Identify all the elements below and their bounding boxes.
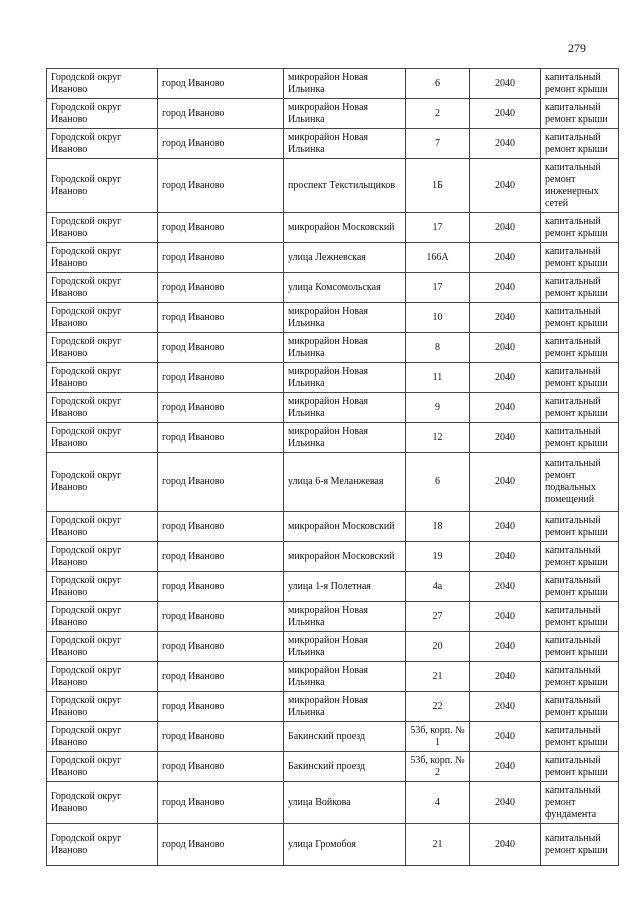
street-cell: микрорайон Новая Ильинка (284, 602, 406, 632)
house-cell: 19 (406, 542, 470, 572)
year-cell: 2040 (470, 752, 541, 782)
district-cell: Городской округ Иваново (47, 824, 158, 866)
district-cell: Городской округ Иваново (47, 159, 158, 213)
city-cell: город Иваново (158, 423, 284, 453)
work-type-cell: капитальный ремонт крыши (541, 273, 619, 303)
district-cell: Городской округ Иваново (47, 129, 158, 159)
work-type-cell: капитальный ремонт крыши (541, 572, 619, 602)
work-type-cell: капитальный ремонт крыши (541, 69, 619, 99)
district-cell: Городской округ Иваново (47, 363, 158, 393)
table-row (47, 632, 619, 662)
district-cell: Городской округ Иваново (47, 662, 158, 692)
house-cell: 11 (406, 363, 470, 393)
work-type-cell: капитальный ремонт крыши (541, 333, 619, 363)
table-row (47, 333, 619, 363)
district-cell: Городской округ Иваново (47, 542, 158, 572)
street-cell: микрорайон Новая Ильинка (284, 99, 406, 129)
district-cell: Городской округ Иваново (47, 69, 158, 99)
work-type-cell: капитальный ремонт крыши (541, 393, 619, 423)
city-cell: город Иваново (158, 159, 284, 213)
city-cell: город Иваново (158, 393, 284, 423)
year-cell: 2040 (470, 393, 541, 423)
year-cell: 2040 (470, 243, 541, 273)
year-cell: 2040 (470, 782, 541, 824)
city-cell: город Иваново (158, 99, 284, 129)
district-cell: Городской округ Иваново (47, 99, 158, 129)
work-type-cell: капитальный ремонт крыши (541, 722, 619, 752)
table-row (47, 423, 619, 453)
work-type-cell: капитальный ремонт крыши (541, 602, 619, 632)
work-type-cell: капитальный ремонт крыши (541, 824, 619, 866)
city-cell: город Иваново (158, 273, 284, 303)
table-row (47, 662, 619, 692)
table-row (47, 213, 619, 243)
work-type-cell: капитальный ремонт крыши (541, 363, 619, 393)
city-cell: город Иваново (158, 453, 284, 512)
work-type-cell: капитальный ремонт крыши (541, 632, 619, 662)
work-type-cell: капитальный ремонт фундамента (541, 782, 619, 824)
house-cell: 18 (406, 512, 470, 542)
year-cell: 2040 (470, 363, 541, 393)
house-cell: 7 (406, 129, 470, 159)
house-cell: 53б, корп. № 2 (406, 752, 470, 782)
house-cell: 9 (406, 393, 470, 423)
work-type-cell: капитальный ремонт крыши (541, 213, 619, 243)
district-cell: Городской округ Иваново (47, 512, 158, 542)
street-cell: улица Громобоя (284, 824, 406, 866)
city-cell: город Иваново (158, 824, 284, 866)
year-cell: 2040 (470, 542, 541, 572)
year-cell: 2040 (470, 632, 541, 662)
table-row (47, 692, 619, 722)
year-cell: 2040 (470, 333, 541, 363)
table-row (47, 159, 619, 213)
year-cell: 2040 (470, 69, 541, 99)
house-cell: 27 (406, 602, 470, 632)
table-row (47, 824, 619, 866)
house-cell: 2 (406, 99, 470, 129)
table-row (47, 602, 619, 632)
street-cell: микрорайон Московский (284, 213, 406, 243)
street-cell: микрорайон Новая Ильинка (284, 303, 406, 333)
house-cell: 17 (406, 273, 470, 303)
house-cell: 6 (406, 453, 470, 512)
street-cell: улица 1-я Полетная (284, 572, 406, 602)
street-cell: улица Войкова (284, 782, 406, 824)
house-cell: 166А (406, 243, 470, 273)
city-cell: город Иваново (158, 363, 284, 393)
work-type-cell: капитальный ремонт крыши (541, 303, 619, 333)
house-cell: 17 (406, 213, 470, 243)
district-cell: Городской округ Иваново (47, 632, 158, 662)
work-type-cell: капитальный ремонт подвальных помещений (541, 453, 619, 512)
work-type-cell: капитальный ремонт крыши (541, 692, 619, 722)
house-cell: 22 (406, 692, 470, 722)
city-cell: город Иваново (158, 69, 284, 99)
house-cell: 10 (406, 303, 470, 333)
work-type-cell: капитальный ремонт крыши (541, 99, 619, 129)
table-row (47, 303, 619, 333)
year-cell: 2040 (470, 512, 541, 542)
street-cell: микрорайон Новая Ильинка (284, 692, 406, 722)
work-type-cell: капитальный ремонт крыши (541, 512, 619, 542)
house-cell: 4а (406, 572, 470, 602)
year-cell: 2040 (470, 572, 541, 602)
year-cell: 2040 (470, 159, 541, 213)
city-cell: город Иваново (158, 572, 284, 602)
year-cell: 2040 (470, 692, 541, 722)
table-row (47, 363, 619, 393)
table-row (47, 722, 619, 752)
house-cell: 20 (406, 632, 470, 662)
table-row (47, 69, 619, 99)
city-cell: город Иваново (158, 303, 284, 333)
table-row (47, 782, 619, 824)
year-cell: 2040 (470, 602, 541, 632)
street-cell: проспект Текстильщиков (284, 159, 406, 213)
street-cell: улица Лежневская (284, 243, 406, 273)
district-cell: Городской округ Иваново (47, 243, 158, 273)
city-cell: город Иваново (158, 243, 284, 273)
work-type-cell: капитальный ремонт крыши (541, 662, 619, 692)
city-cell: город Иваново (158, 512, 284, 542)
street-cell: микрорайон Новая Ильинка (284, 632, 406, 662)
district-cell: Городской округ Иваново (47, 273, 158, 303)
street-cell: микрорайон Московский (284, 542, 406, 572)
house-cell: 21 (406, 824, 470, 866)
street-cell: микрорайон Новая Ильинка (284, 662, 406, 692)
table-row (47, 99, 619, 129)
street-cell: микрорайон Новая Ильинка (284, 393, 406, 423)
table-row (47, 752, 619, 782)
house-cell: 1Б (406, 159, 470, 213)
year-cell: 2040 (470, 722, 541, 752)
page-number: 279 (568, 41, 586, 55)
housing-repair-table (46, 68, 619, 866)
city-cell: город Иваново (158, 333, 284, 363)
house-cell: 8 (406, 333, 470, 363)
city-cell: город Иваново (158, 722, 284, 752)
city-cell: город Иваново (158, 129, 284, 159)
year-cell: 2040 (470, 273, 541, 303)
city-cell: город Иваново (158, 782, 284, 824)
table-row (47, 273, 619, 303)
table-row (47, 572, 619, 602)
table-row (47, 129, 619, 159)
year-cell: 2040 (470, 99, 541, 129)
district-cell: Городской округ Иваново (47, 782, 158, 824)
city-cell: город Иваново (158, 662, 284, 692)
street-cell: микрорайон Новая Ильинка (284, 363, 406, 393)
house-cell: 21 (406, 662, 470, 692)
city-cell: город Иваново (158, 632, 284, 662)
table-row (47, 542, 619, 572)
street-cell: микрорайон Новая Ильинка (284, 333, 406, 363)
work-type-cell: капитальный ремонт крыши (541, 423, 619, 453)
house-cell: 4 (406, 782, 470, 824)
table-row (47, 243, 619, 273)
work-type-cell: капитальный ремонт крыши (541, 752, 619, 782)
year-cell: 2040 (470, 213, 541, 243)
city-cell: город Иваново (158, 542, 284, 572)
work-type-cell: капитальный ремонт инженерных сетей (541, 159, 619, 213)
district-cell: Городской округ Иваново (47, 692, 158, 722)
house-cell: 12 (406, 423, 470, 453)
work-type-cell: капитальный ремонт крыши (541, 129, 619, 159)
year-cell: 2040 (470, 423, 541, 453)
city-cell: город Иваново (158, 692, 284, 722)
house-cell: 6 (406, 69, 470, 99)
district-cell: Городской округ Иваново (47, 393, 158, 423)
district-cell: Городской округ Иваново (47, 303, 158, 333)
city-cell: город Иваново (158, 602, 284, 632)
work-type-cell: капитальный ремонт крыши (541, 542, 619, 572)
district-cell: Городской округ Иваново (47, 453, 158, 512)
district-cell: Городской округ Иваново (47, 722, 158, 752)
street-cell: улица 6-я Меланжевая (284, 453, 406, 512)
year-cell: 2040 (470, 453, 541, 512)
table-row (47, 512, 619, 542)
street-cell: микрорайон Новая Ильинка (284, 129, 406, 159)
street-cell: Бакинский проезд (284, 752, 406, 782)
table-row (47, 393, 619, 423)
district-cell: Городской округ Иваново (47, 752, 158, 782)
year-cell: 2040 (470, 303, 541, 333)
district-cell: Городской округ Иваново (47, 423, 158, 453)
district-cell: Городской округ Иваново (47, 572, 158, 602)
street-cell: микрорайон Московский (284, 512, 406, 542)
street-cell: улица Комсомольская (284, 273, 406, 303)
year-cell: 2040 (470, 129, 541, 159)
street-cell: Бакинский проезд (284, 722, 406, 752)
street-cell: микрорайон Новая Ильинка (284, 69, 406, 99)
district-cell: Городской округ Иваново (47, 333, 158, 363)
table-row (47, 453, 619, 512)
street-cell: микрорайон Новая Ильинка (284, 423, 406, 453)
district-cell: Городской округ Иваново (47, 213, 158, 243)
city-cell: город Иваново (158, 752, 284, 782)
work-type-cell: капитальный ремонт крыши (541, 243, 619, 273)
city-cell: город Иваново (158, 213, 284, 243)
district-cell: Городской округ Иваново (47, 602, 158, 632)
house-cell: 53б, корп. № 1 (406, 722, 470, 752)
year-cell: 2040 (470, 824, 541, 866)
year-cell: 2040 (470, 662, 541, 692)
